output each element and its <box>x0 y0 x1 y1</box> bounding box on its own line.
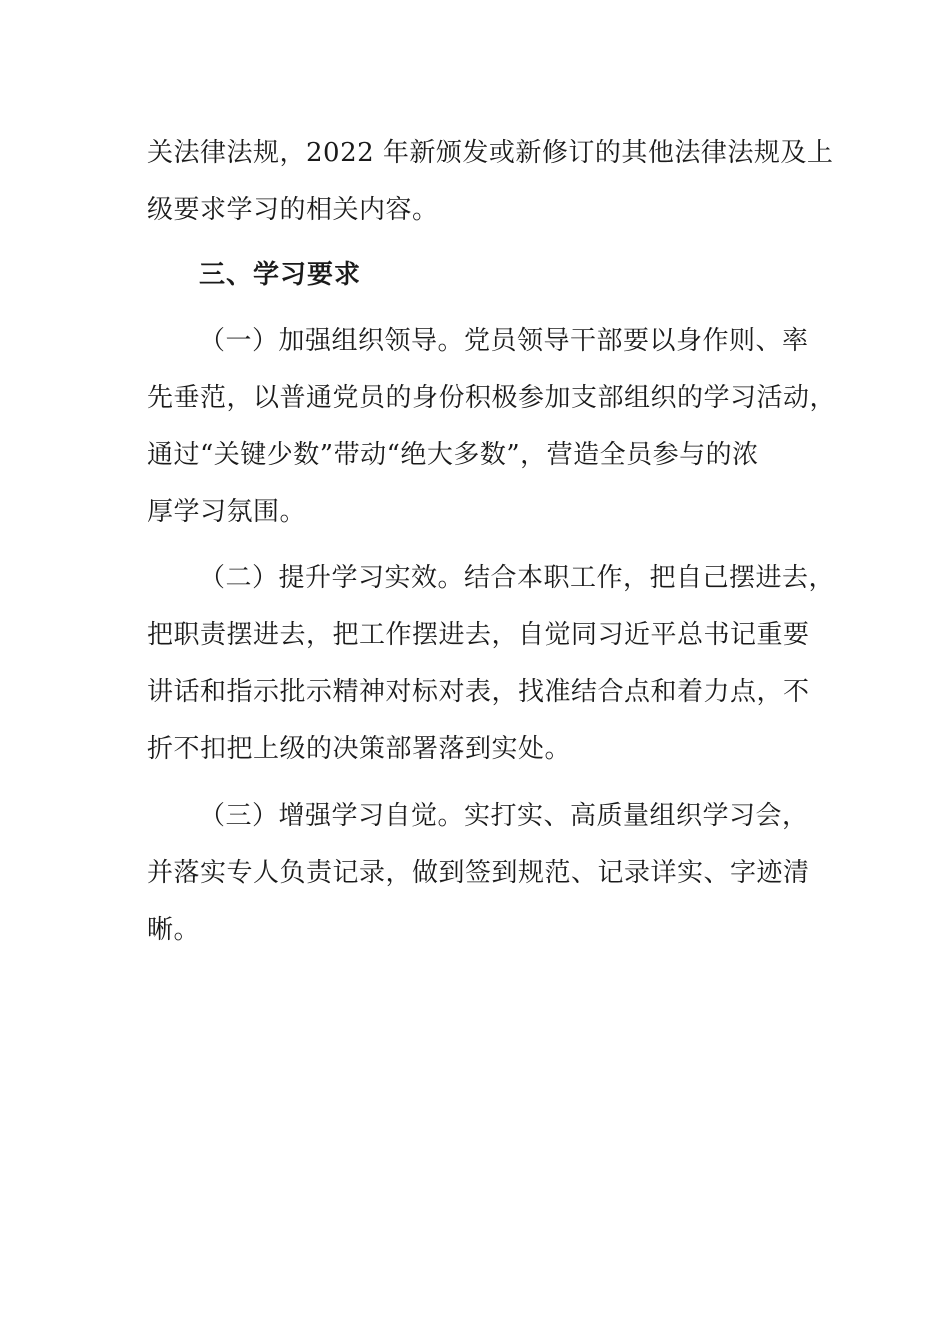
item-2-line-3: 讲话和指示批示精神对标对表，找准结合点和着力点，不 <box>147 677 810 707</box>
item-1-line-3: 通过“关键少数”带动“绝大多数”，营造全员参与的浓 <box>147 440 759 470</box>
item-3-line-2: 并落实专人负责记录，做到签到规范、记录详实、字迹清 <box>147 858 810 888</box>
item-2-line-4: 折不扣把上级的决策部署落到实处。 <box>147 734 572 764</box>
item-1-line-4: 厚学习氛围。 <box>147 497 307 527</box>
intro-line-2: 级要求学习的相关内容。 <box>147 195 439 225</box>
item-3-line-1: （三）增强学习自觉。实打实、高质量组织学习会， <box>199 801 809 831</box>
item-1-line-1: （一）加强组织领导。党员领导干部要以身作则、率 <box>199 326 809 356</box>
intro-line-1: 关法律法规，2022 年新颁发或新修订的其他法律法规及上 <box>147 138 834 168</box>
item-3-line-3: 晰。 <box>147 915 201 945</box>
section-heading: 三、学习要求 <box>199 260 362 290</box>
item-1-line-2: 先垂范，以普通党员的身份积极参加支部组织的学习活动， <box>147 383 837 413</box>
item-2-line-1: （二）提升学习实效。结合本职工作，把自己摆进去， <box>199 563 836 593</box>
item-2-line-2: 把职责摆进去，把工作摆进去，自觉同习近平总书记重要 <box>147 620 810 650</box>
